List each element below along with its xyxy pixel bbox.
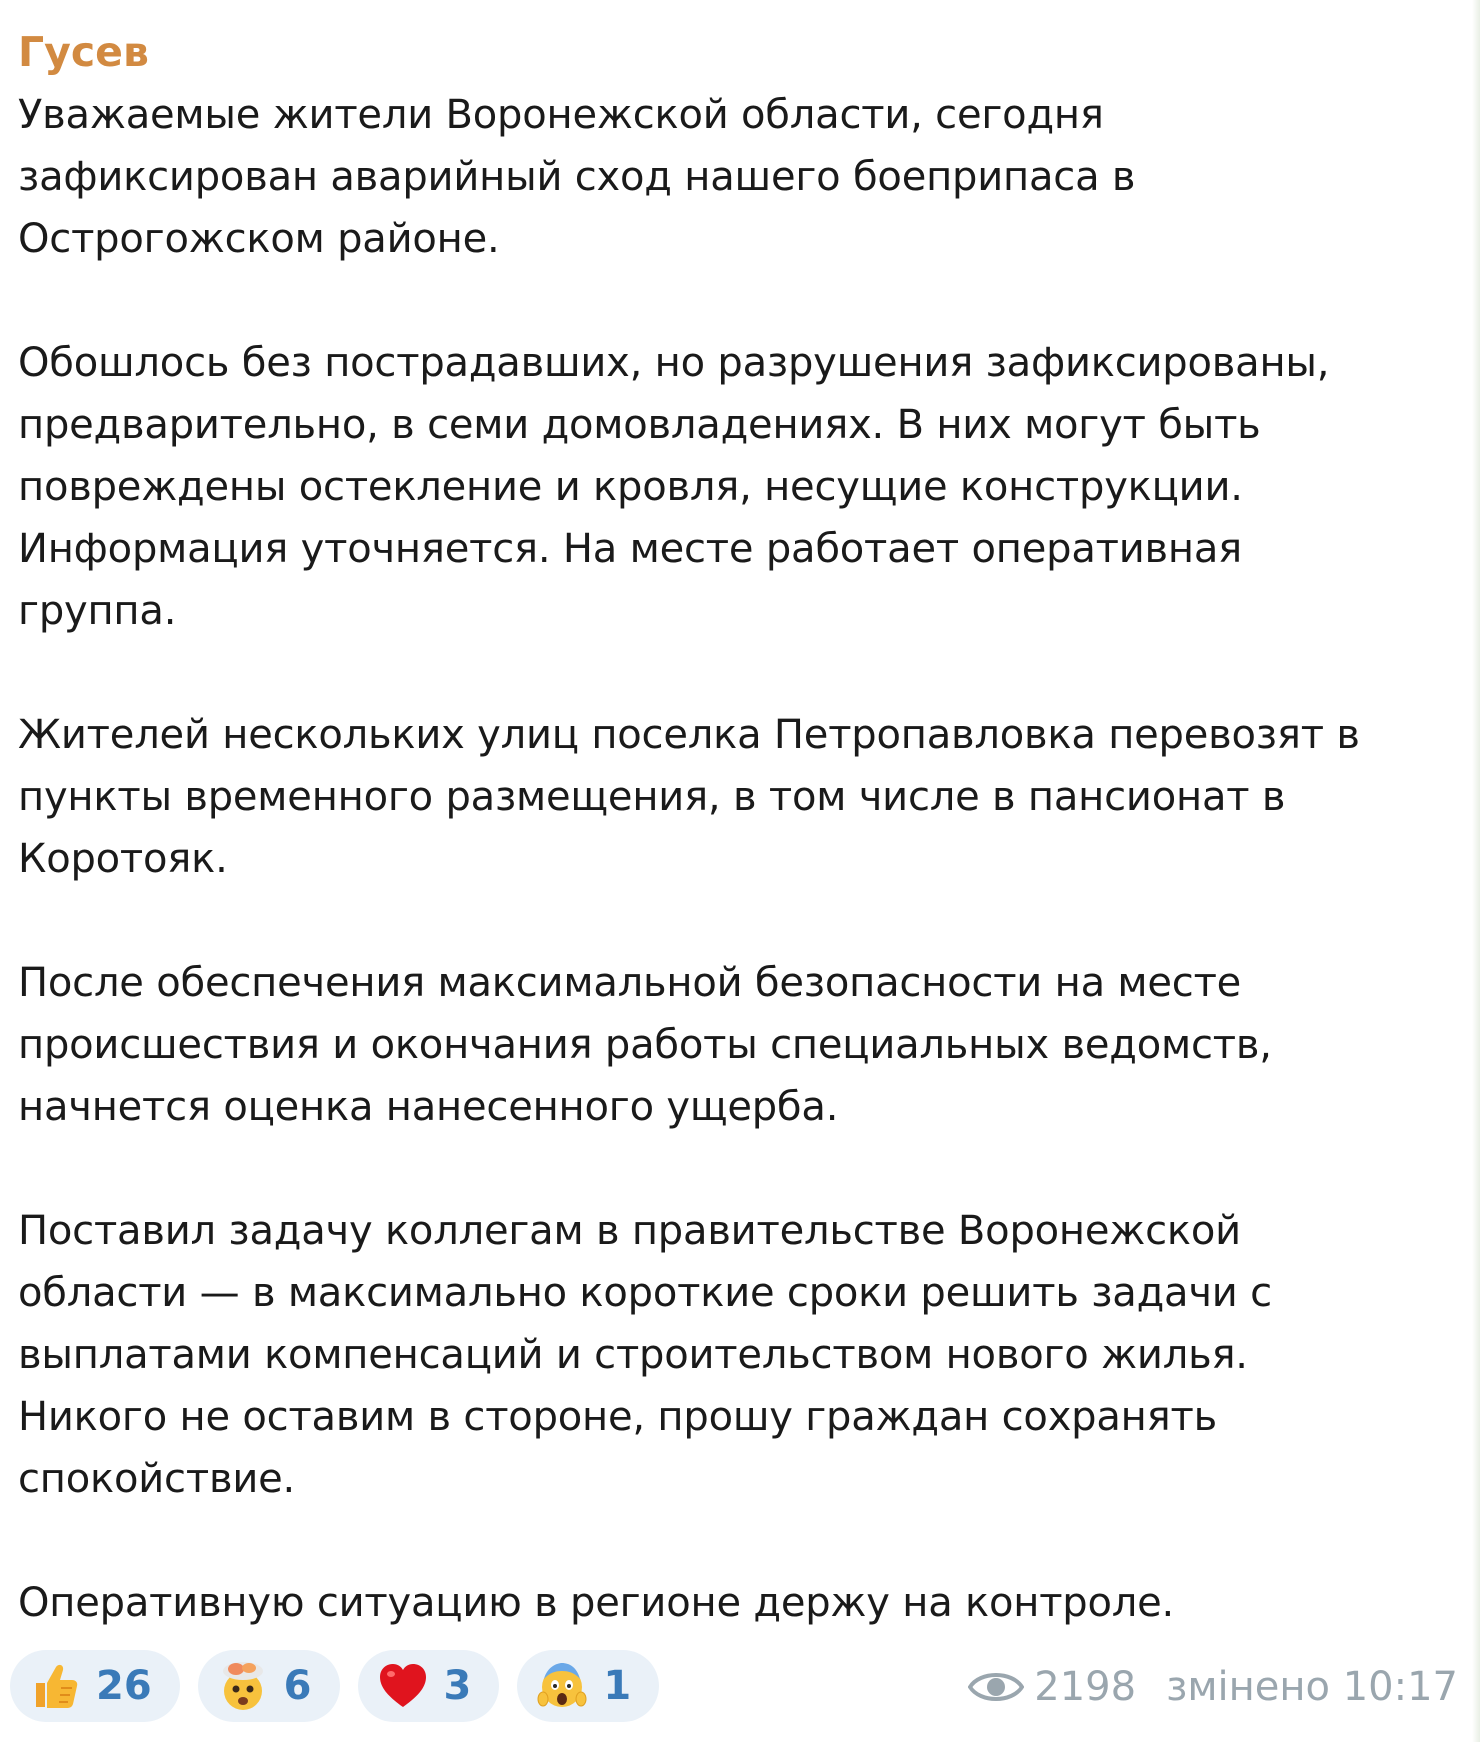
reaction-thumbs-up[interactable] bbox=[10, 1650, 180, 1722]
edited-timestamp: змінено 10:17 bbox=[1166, 1664, 1458, 1710]
message-footer bbox=[0, 1640, 1480, 1740]
message-paragraph: Поставил задачу коллегам в правительстве Воронежской области — в максимально короткие сроки решить задачи с выплатами компенсаций и строительством нового жилья. Никого не оставим в стороне, прошу граждан сохранять спокойствие. bbox=[18, 1208, 1272, 1502]
thumbs-up-icon bbox=[28, 1659, 82, 1713]
screaming-face-icon bbox=[535, 1659, 589, 1713]
reaction-count: 6 bbox=[283, 1663, 312, 1709]
reaction-exploding-head[interactable] bbox=[198, 1650, 340, 1722]
eye-icon bbox=[968, 1667, 1024, 1707]
reactions-bar bbox=[10, 1650, 659, 1722]
message-paragraph: Жителей нескольких улиц поселка Петропавловка перевозят в пункты временного размещения, в том числе в пансионат в Коротояк. bbox=[18, 712, 1360, 882]
message-paragraph: Оперативную ситуацию в регионе держу на контроле. bbox=[18, 1580, 1175, 1626]
reaction-count: 26 bbox=[96, 1663, 152, 1709]
message-text bbox=[18, 84, 1462, 1634]
reaction-count: 3 bbox=[443, 1663, 472, 1709]
reaction-red-heart[interactable] bbox=[358, 1650, 500, 1722]
message-meta bbox=[968, 1664, 1458, 1710]
reaction-screaming-face[interactable] bbox=[517, 1650, 659, 1722]
message-author[interactable]: Гусев bbox=[18, 28, 149, 76]
exploding-head-icon bbox=[216, 1659, 270, 1713]
message-paragraph: После обеспечения максимальной безопасности на месте происшествия и окончания работы специальных ведомств, начнется оценка нанесенного ущерба. bbox=[18, 960, 1272, 1130]
message-paragraph: Уважаемые жители Воронежской области, сегодня зафиксирован аварийный сход нашего боеприпаса в Острогожском районе. bbox=[18, 92, 1136, 262]
message-paragraph: Обошлось без пострадавших, но разрушения зафиксированы, предварительно, в семи домовладениях. В них могут быть повреждены остекление и кровля, несущие конструкции. Информация уточняется. На месте работает оперативная группа. bbox=[18, 340, 1330, 634]
bubble-edge bbox=[1472, 0, 1480, 1742]
views-count: 2198 bbox=[1034, 1664, 1137, 1710]
reaction-count: 1 bbox=[603, 1663, 632, 1709]
red-heart-icon bbox=[376, 1659, 430, 1713]
